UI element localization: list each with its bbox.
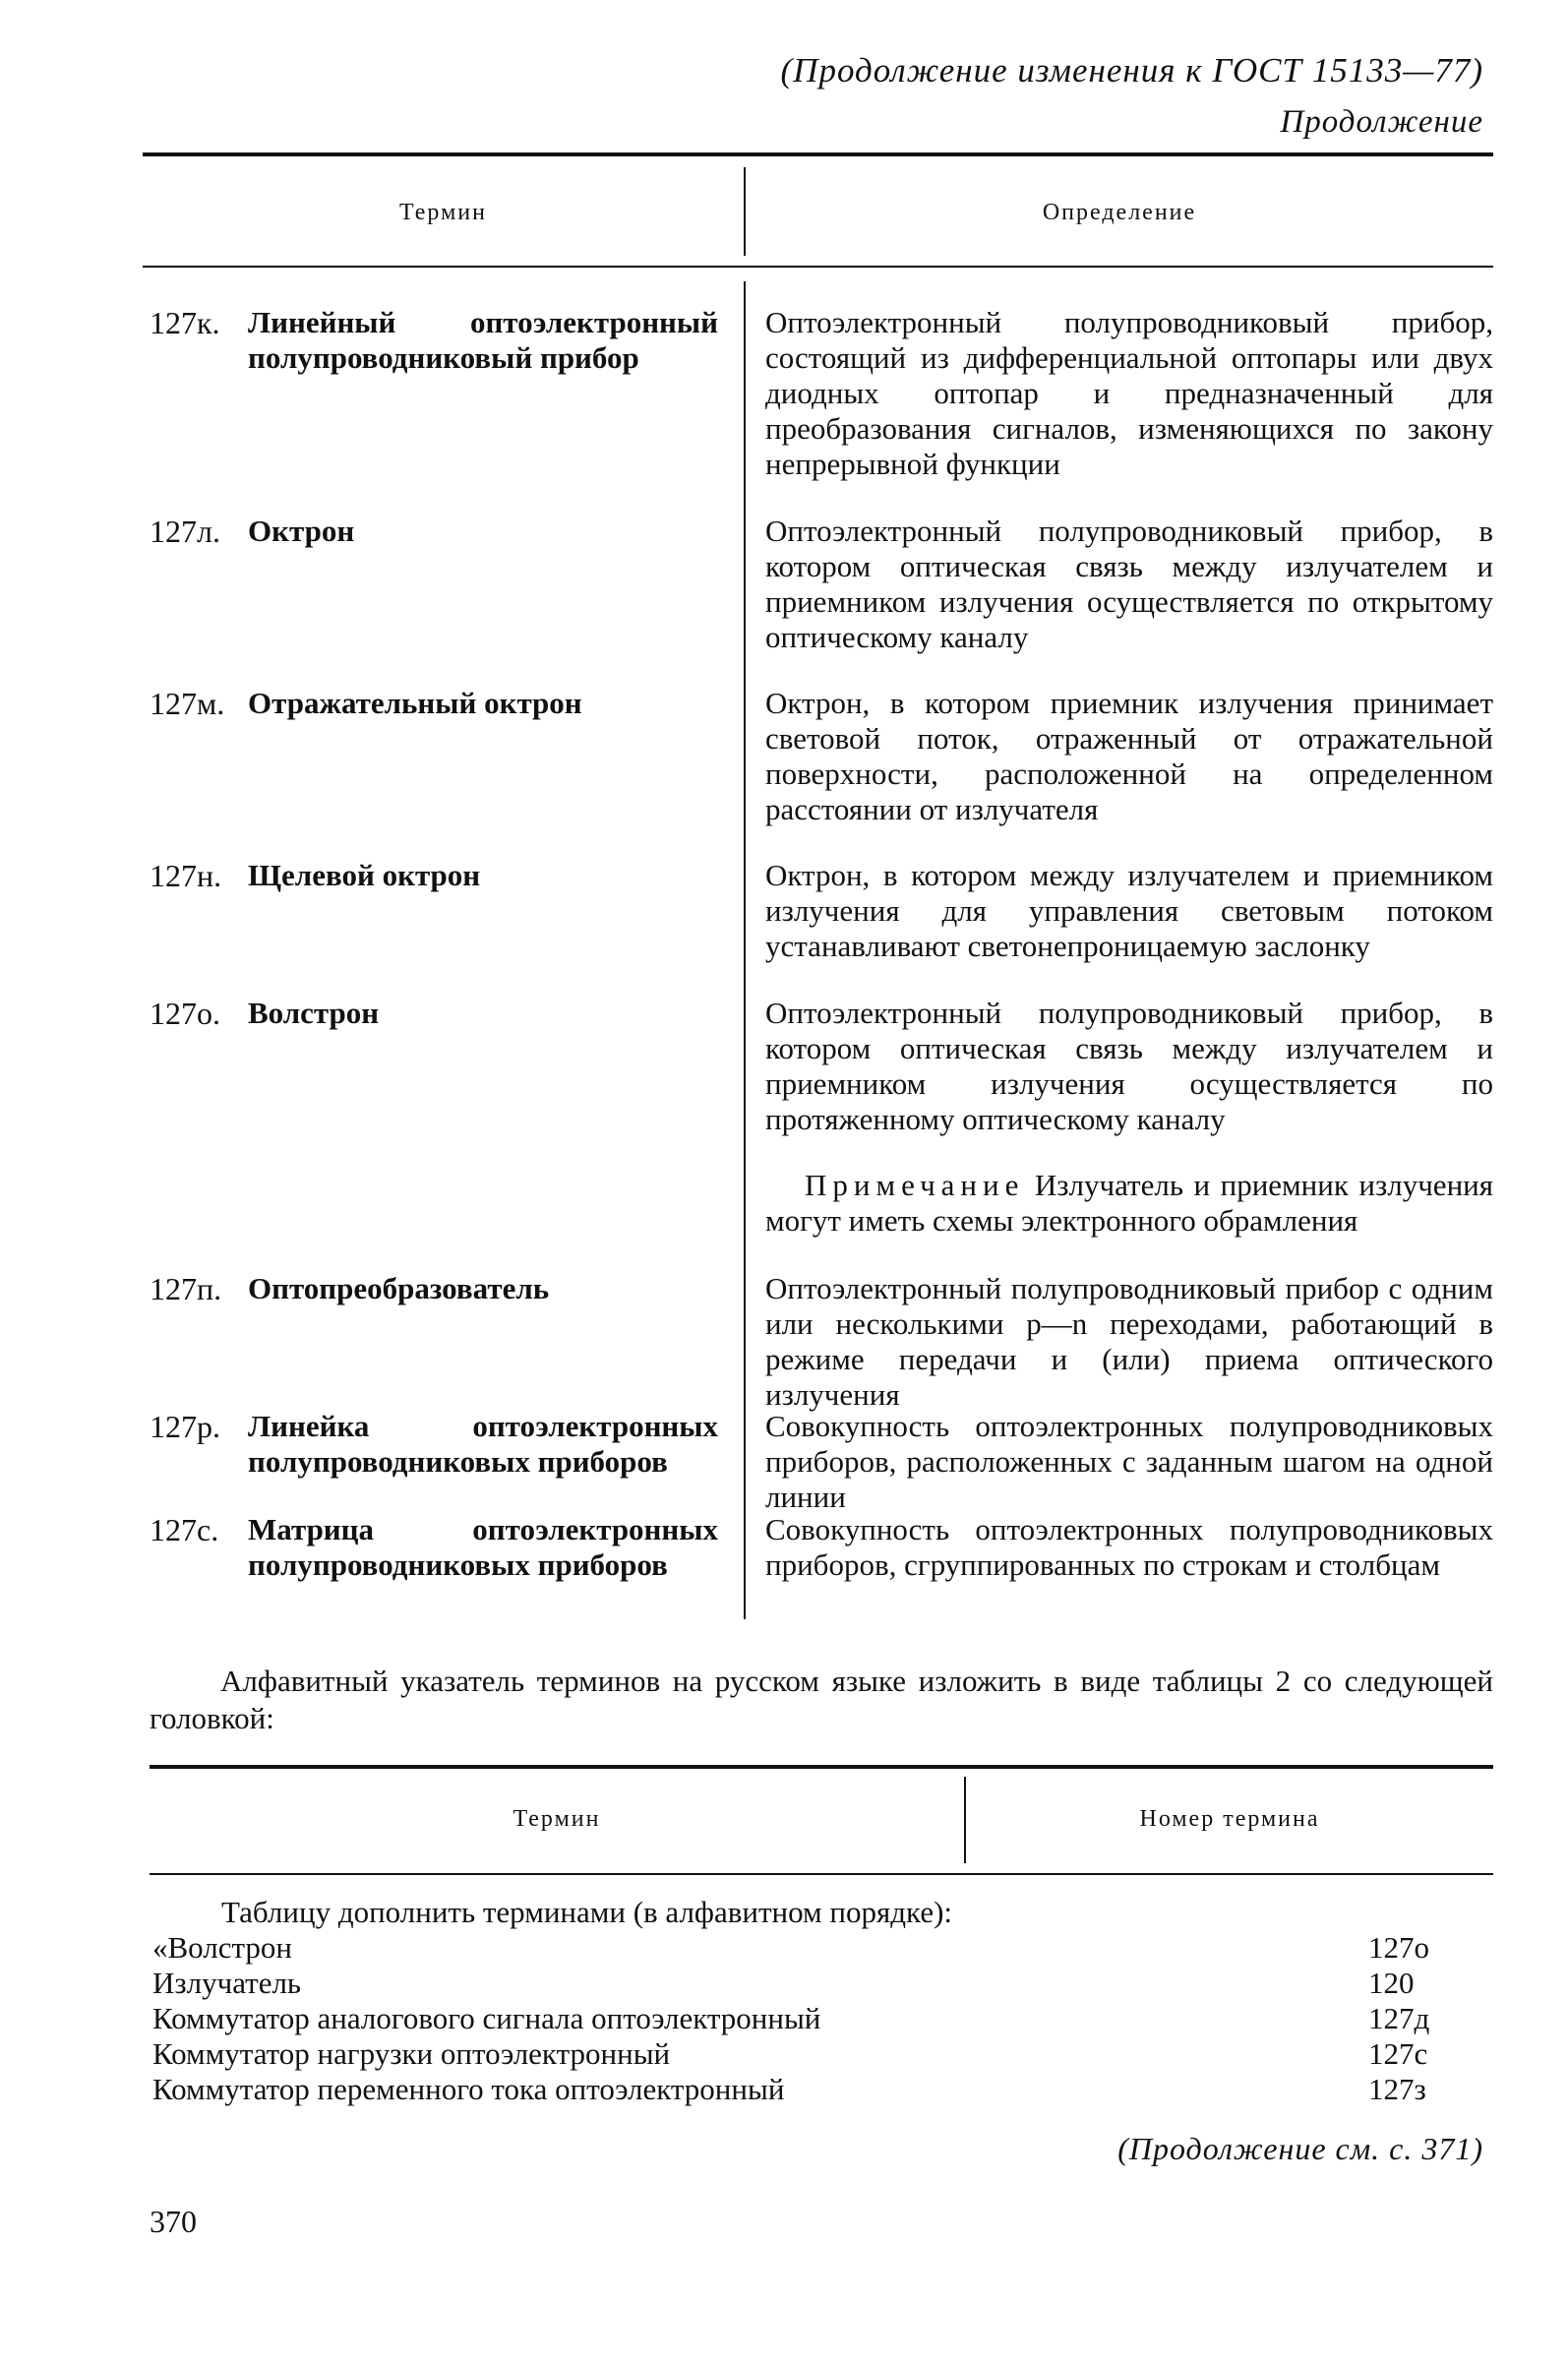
table1-col-term: Термин [399,200,487,225]
term-definition: Совокупность оптоэлектронных полупроводниковых приборов, расположенных с заданным шагом на одной линии [765,1409,1493,1514]
index-number: 120 [1368,1966,1415,2000]
term-definition: Октрон, в котором между излучателем и приемником излучения для управления световым потоком устанавливают светонепроницаемую заслонку [765,858,1493,963]
term-number: 127с. [150,1512,219,1547]
footer-continuation: (Продолжение см. с. 371) [1117,2131,1483,2166]
index-term: Коммутатор нагрузки оптоэлектронный [152,2036,671,2071]
header-continued: Продолжение [1280,104,1483,140]
term-number: 127п. [150,1271,222,1306]
table1-body-divider [744,281,746,1619]
term-number: 127о. [150,996,220,1031]
index-entry [152,1966,1451,2001]
term-name: Матрица оптоэлектронных полупроводниковых приборов [248,1512,718,1582]
index-entry [152,2072,1451,2107]
term-name: Щелевой октрон [248,858,481,892]
note-text: Излучатель и приемник излучения могут иметь схемы электронного обрамления [765,1168,1494,1238]
index-instruction-paragraph: Алфавитный указатель терминов на русском языке изложить в виде таблицы 2 со следующей головкой: [150,1664,1493,1735]
term-number: 127р. [150,1409,220,1444]
table2-header-rule [150,1873,1493,1875]
term-note [765,1168,1493,1239]
table2-top-rule [150,1765,1493,1769]
index-entry [152,2001,1451,2036]
term-definition: Оптоэлектронный полупроводниковый прибор, состоящий из дифференциальной оптопары или двух диодных оптопар и предназначенный для преобразования сигналов, изменяющихся по закону непрерывной функции [765,305,1493,481]
index-intro: Таблицу дополнить терминами (в алфавитном порядке): [221,1895,953,1929]
table1-col-definition: Определение [1042,200,1197,225]
term-definition: Октрон, в котором приемник излучения принимает световой поток, отраженный от отражательной поверхности, расположенной на определенном расстоянии от излучателя [765,686,1493,826]
term-number: 127л. [150,514,220,549]
header-continuation: (Продолжение изменения к ГОСТ 15133—77) [780,51,1483,90]
note-label: Примечание [805,1168,1025,1202]
table1-top-rule [143,152,1493,156]
index-number: 127д [1368,2001,1430,2035]
index-term: «Волстрон [152,1930,293,1965]
term-number: 127н. [150,858,222,893]
term-name: Линейный оптоэлектронный полупроводниковый прибор [248,305,718,375]
index-entry [152,1930,1451,1966]
table2-col-term: Термин [513,1806,601,1832]
page-number: 370 [150,2204,197,2239]
term-definition: Совокупность оптоэлектронных полупроводниковых приборов, сгруппированных по строкам и столбцам [765,1512,1493,1582]
index-number: 127с [1368,2036,1428,2071]
term-number: 127м. [150,686,225,721]
index-entry [152,2036,1451,2072]
term-name: Линейка оптоэлектронных полупроводниковых приборов [248,1409,718,1479]
term-number: 127к. [150,305,220,340]
term-definition: Оптоэлектронный полупроводниковый прибор с одним или несколькими p—n переходами, работающий в режиме передачи и (или) приема оптического излучения [765,1271,1493,1412]
term-name: Оптопреобразователь [248,1271,550,1305]
term-definition: Оптоэлектронный полупроводниковый прибор, в котором оптическая связь между излучателем и приемником излучения осуществляется по открытому оптическому каналу [765,514,1493,654]
index-number: 127о [1368,1930,1429,1965]
index-term: Коммутатор переменного тока оптоэлектронный [152,2072,785,2106]
term-name: Волстрон [248,996,380,1030]
table2-col-number: Номер термина [1139,1806,1320,1832]
term-name: Октрон [248,514,355,548]
index-term: Излучатель [152,1966,302,2000]
term-name: Отражательный октрон [248,686,582,720]
term-definition: Оптоэлектронный полупроводниковый прибор, в котором оптическая связь между излучателем и приемником излучения осуществляется по протяженному оптическому каналу [765,996,1493,1136]
index-term: Коммутатор аналогового сигнала оптоэлектронный [152,2001,821,2035]
table1-header-rule [143,266,1493,268]
index-number: 127з [1368,2072,1426,2106]
